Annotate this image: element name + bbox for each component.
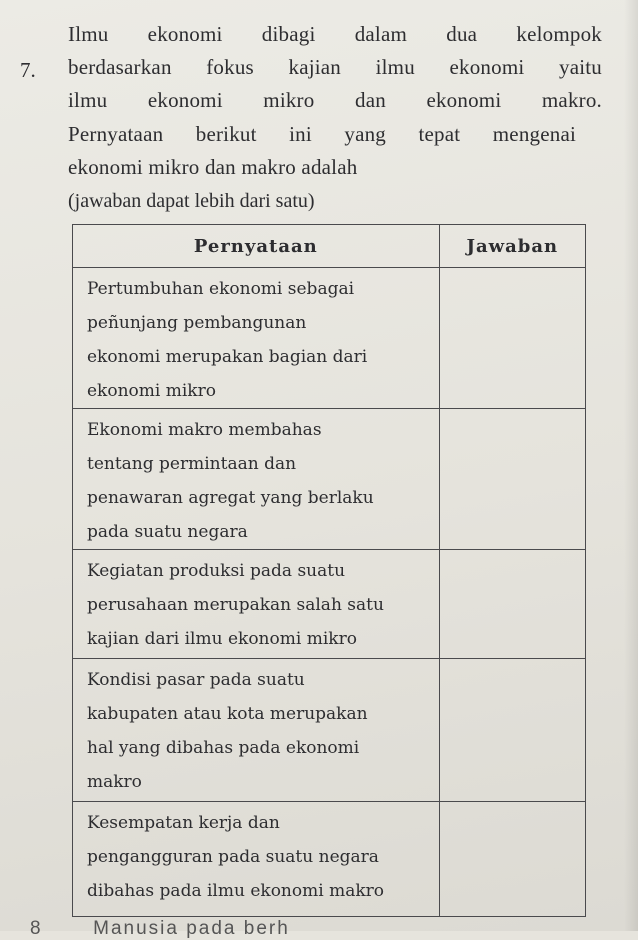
question-text-line-3: ilmu ekonomi mikro dan ekonomi makro. xyxy=(68,88,602,112)
table-row xyxy=(73,268,586,409)
answer-cell[interactable] xyxy=(439,550,585,659)
answer-table xyxy=(72,224,586,917)
table-row xyxy=(73,659,586,802)
statement-cell: Kegiatan produksi pada suatu perusahaan merupakan salah satu kajian dari ilmu ekonomi mikro xyxy=(87,561,384,649)
page-edge-shadow xyxy=(624,0,638,931)
question-instruction: (jawaban dapat lebih dari satu) xyxy=(68,190,315,212)
table-row xyxy=(73,409,586,550)
question-text-line-2: berdasarkan fokus kajian ilmu ekonomi yaitu xyxy=(68,55,602,79)
table-row xyxy=(73,550,586,659)
statement-cell: Ekonomi makro membahas tentang permintaan dan penawaran agregat yang berlaku pada suatu negara xyxy=(87,420,374,542)
next-question-number: 8 xyxy=(30,918,43,939)
next-question-fragment xyxy=(30,918,290,940)
header-answer: Jawaban xyxy=(439,225,585,268)
answer-cell[interactable] xyxy=(439,409,585,550)
statement-cell: Pertumbuhan ekonomi sebagai peñunjang pembangunan ekonomi merupakan bagian dari ekonomi mikro xyxy=(87,279,368,401)
table-row xyxy=(73,802,586,917)
question-text-line-5: ekonomi mikro dan makro adalah xyxy=(68,155,358,179)
header-statement: Pernyataan xyxy=(73,225,440,268)
answer-cell[interactable] xyxy=(439,659,585,802)
next-question-text: Manusia pada berh xyxy=(93,918,290,939)
answer-cell[interactable] xyxy=(439,268,585,409)
statement-cell: Kesempatan kerja dan pengangguran pada suatu negara dibahas pada ilmu ekonomi makro xyxy=(87,813,384,901)
question-text-line-4: Pernyataan berikut ini yang tepat mengenai xyxy=(68,122,576,146)
statement-cell: Kondisi pasar pada suatu kabupaten atau kota merupakan hal yang dibahas pada ekonomi makro xyxy=(87,670,368,792)
question-number: 7. xyxy=(20,58,36,82)
answer-cell[interactable] xyxy=(439,802,585,917)
table-header-row xyxy=(73,225,586,268)
question-text-line-1: Ilmu ekonomi dibagi dalam dua kelompok xyxy=(68,22,602,46)
